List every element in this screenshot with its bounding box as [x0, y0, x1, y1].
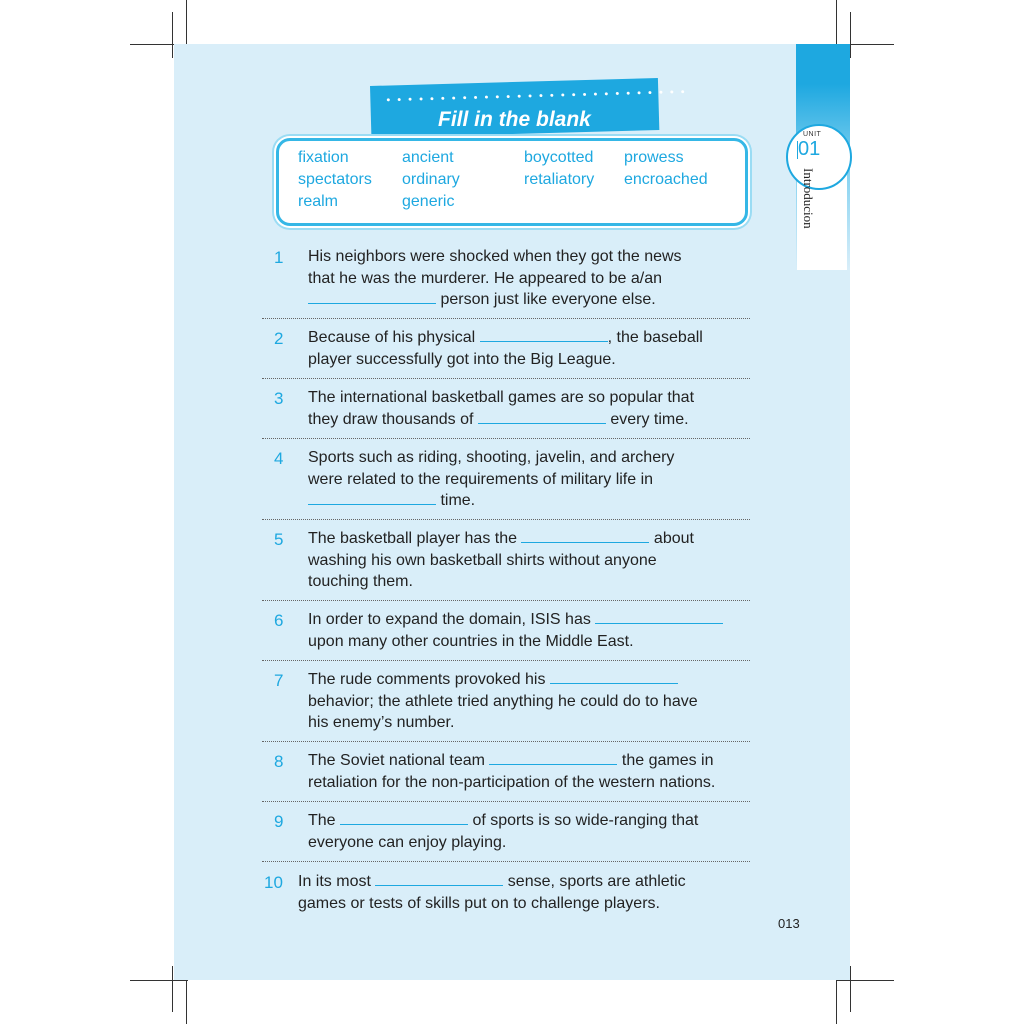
divider	[262, 741, 750, 742]
question-text	[298, 871, 758, 914]
question-number: 7	[274, 671, 284, 690]
section-label: Introducion	[801, 168, 816, 229]
question-line: The rude comments provoked his	[308, 669, 768, 691]
question-line: were related to the requirements of military life in	[308, 470, 654, 488]
answer-blank[interactable]	[489, 750, 617, 765]
divider	[262, 801, 750, 802]
word-bank-item: realm	[298, 193, 339, 210]
question-line: that he was the murderer. He appeared to be a/an	[308, 269, 663, 287]
word-bank-item: encroached	[624, 171, 708, 188]
word-bank-item: prowess	[624, 149, 684, 166]
question-number: 2	[274, 329, 284, 348]
divider	[262, 519, 750, 520]
crop-mark	[836, 980, 894, 981]
crop-mark	[850, 12, 851, 58]
question-line: behavior; the athlete tried anything he could do to have	[308, 692, 698, 710]
question-line: The international basketball games are so popular that	[308, 389, 695, 406]
question-text	[308, 810, 768, 853]
answer-blank[interactable]	[521, 528, 649, 543]
question-text	[308, 246, 768, 311]
crop-mark	[172, 12, 173, 58]
question-line: His neighbors were shocked when they got the news	[308, 248, 682, 265]
word-bank-item: ancient	[402, 149, 454, 166]
answer-blank[interactable]	[550, 669, 678, 684]
question-text	[308, 447, 768, 512]
question-line: upon many other countries in the Middle East.	[308, 632, 634, 650]
word-bank-item: boycotted	[524, 149, 594, 166]
question-line: In order to expand the domain, ISIS has	[308, 609, 768, 631]
question-line: games or tests of skills put on to challenge players.	[298, 894, 660, 912]
question-text	[308, 528, 768, 593]
exercise-title: Fill in the blank	[438, 108, 591, 131]
question-line: Sports such as riding, shooting, javelin, and archery	[308, 449, 675, 466]
question-line: washing his own basketball shirts without anyone	[308, 551, 657, 569]
question-line: The Soviet national team the games in	[308, 752, 714, 769]
word-bank-item: ordinary	[402, 171, 460, 188]
question-line: The basketball player has the about	[308, 530, 694, 547]
question-text	[308, 669, 768, 734]
answer-blank[interactable]	[478, 409, 606, 424]
word-bank-item: spectators	[298, 171, 372, 188]
question-line: person just like everyone else.	[308, 289, 768, 311]
divider	[262, 438, 750, 439]
question-line: everyone can enjoy playing.	[308, 833, 507, 851]
divider	[262, 318, 750, 319]
question-line: they draw thousands of every time.	[308, 410, 689, 428]
question-number: 9	[274, 812, 284, 831]
question-number: 6	[274, 611, 284, 630]
question-line: time.	[308, 490, 768, 512]
crop-mark	[130, 980, 188, 981]
question-number: 5	[274, 530, 284, 549]
question-number: 8	[274, 752, 284, 771]
question-line: his enemy’s number.	[308, 714, 455, 731]
divider	[262, 600, 750, 601]
word-bank-item: fixation	[298, 149, 349, 166]
page-number: 013	[778, 916, 800, 931]
question-number: 3	[274, 389, 284, 408]
question-line: The of sports is so wide-ranging that	[308, 812, 699, 829]
question-number: 4	[274, 449, 284, 468]
answer-blank[interactable]	[308, 289, 436, 304]
answer-blank[interactable]	[595, 609, 723, 624]
divider	[262, 378, 750, 379]
question-line: retaliation for the non-participation of the western nations.	[308, 773, 716, 791]
question-line: touching them.	[308, 573, 413, 590]
banner-dots: • • • • • • • • • • • • • • • • • • • • • • • • • • • •	[386, 86, 687, 107]
question-text	[308, 750, 768, 793]
divider	[262, 861, 750, 862]
unit-number: 01	[798, 138, 821, 160]
question-line: Because of his physical , the baseball	[308, 329, 703, 346]
crop-mark	[850, 966, 851, 1012]
question-line: player successfully got into the Big League.	[308, 350, 616, 368]
question-number: 10	[264, 873, 283, 892]
unit-label: UNIT	[803, 131, 822, 138]
answer-blank[interactable]	[340, 810, 468, 825]
answer-blank[interactable]	[480, 327, 608, 342]
question-line: In its most sense, sports are athletic	[298, 873, 686, 890]
crop-mark	[172, 966, 173, 1012]
answer-blank[interactable]	[375, 871, 503, 886]
divider	[262, 660, 750, 661]
word-bank-item: retaliatory	[524, 171, 595, 188]
answer-blank[interactable]	[308, 490, 436, 505]
question-text	[308, 609, 768, 652]
question-text	[308, 387, 768, 430]
question-number: 1	[274, 248, 284, 267]
question-text	[308, 327, 768, 370]
word-bank-item: generic	[402, 193, 455, 210]
